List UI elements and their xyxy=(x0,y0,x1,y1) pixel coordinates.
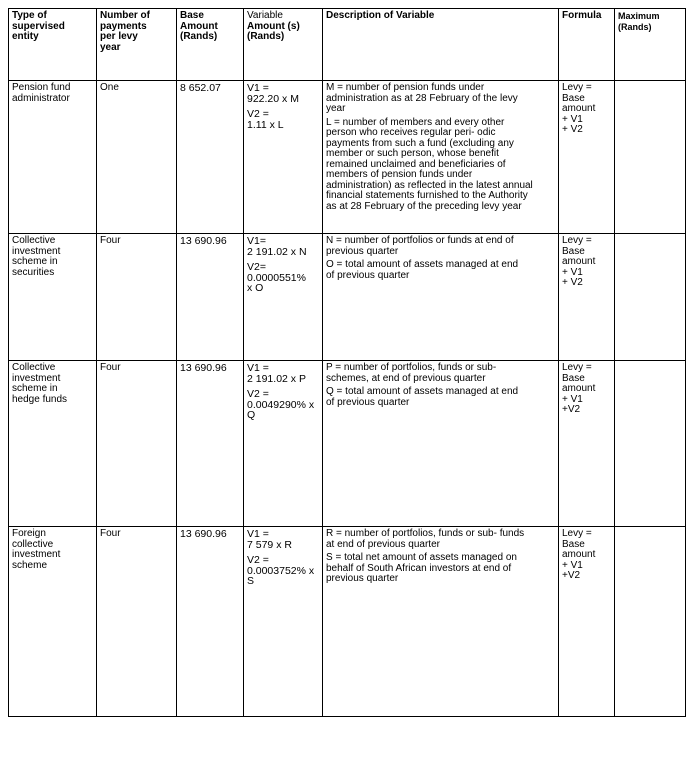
formula-line: + V1 xyxy=(562,113,583,125)
description-line: remained unclaimed and beneficiaries of xyxy=(326,158,506,170)
header-type-line: entity xyxy=(12,31,39,42)
description-line: person who receives regular peri- odic xyxy=(326,127,496,138)
variable-line: 2 191.02 x P xyxy=(247,372,306,385)
formula-line: + V2 xyxy=(562,277,583,288)
formula-line: Base xyxy=(562,92,585,104)
formula-line: Levy = xyxy=(562,235,592,246)
entity-line: hedge funds xyxy=(12,393,68,405)
base-cell xyxy=(177,527,244,717)
variable-line: x O xyxy=(247,282,264,294)
table-row xyxy=(9,361,686,527)
formula-line: Base xyxy=(562,538,585,550)
header-description-line: Description of Variable xyxy=(326,10,435,21)
variable-line: S xyxy=(247,575,255,587)
description-line: previous quarter xyxy=(326,245,399,257)
entity-line: investment xyxy=(12,549,61,560)
formula-cell xyxy=(559,234,615,361)
payments-value: Four xyxy=(100,528,121,539)
formula-line: Base xyxy=(562,245,585,257)
header-maximum-line: (Rands) xyxy=(618,21,652,32)
header-variable-line: Amount (s) xyxy=(247,20,300,32)
formula-cell xyxy=(559,527,615,717)
maximum-cell xyxy=(615,361,686,527)
variable-cell xyxy=(244,361,323,527)
header-payments-line: Number of xyxy=(100,10,150,21)
entity-line: Collective xyxy=(12,362,56,373)
payments-cell xyxy=(97,527,177,717)
description-line: member or such person, whose benefit xyxy=(326,148,499,159)
formula-line: + V1 xyxy=(562,559,583,571)
header-type xyxy=(9,9,97,81)
payments-cell xyxy=(97,234,177,361)
description-line: administration as at 28 February of the levy xyxy=(326,92,518,104)
entity-line: scheme xyxy=(12,559,48,571)
header-type-line: supervised xyxy=(12,20,65,32)
header-variable xyxy=(244,9,323,81)
formula-line: Base xyxy=(562,372,585,384)
entity-line: scheme in xyxy=(12,256,58,267)
header-base-line: Amount xyxy=(180,20,218,32)
maximum-cell xyxy=(615,234,686,361)
header-variable-line: Variable xyxy=(247,10,283,21)
header-variable-line: (Rands) xyxy=(247,31,285,42)
header-maximum-line: Maximum xyxy=(618,11,660,21)
description-line: N = number of portfolios or funds at end of xyxy=(326,235,514,246)
description-line: L = number of members and every other xyxy=(326,116,505,128)
header-payments-line: payments xyxy=(100,20,147,32)
entity-line: investment xyxy=(12,245,61,257)
description-line: R = number of portfolios, funds or sub- funds xyxy=(326,528,525,539)
payments-value: One xyxy=(100,82,119,93)
entity-cell xyxy=(9,81,97,234)
entity-cell xyxy=(9,527,97,717)
variable-line: V1 = xyxy=(247,528,269,540)
entity-line: Foreign xyxy=(12,528,46,539)
description-line: Q = total amount of assets managed at end xyxy=(326,386,519,397)
formula-line: amount xyxy=(562,103,596,114)
payments-value: Four xyxy=(100,362,121,373)
maximum-cell xyxy=(615,527,686,717)
header-base xyxy=(177,9,244,81)
entity-line: Collective xyxy=(12,235,56,246)
formula-line: + V2 xyxy=(562,124,583,135)
description-cell xyxy=(323,234,559,361)
header-base-line: (Rands) xyxy=(180,31,218,42)
formula-line: amount xyxy=(562,256,596,267)
base-value: 13 690.96 xyxy=(180,362,227,374)
payments-cell xyxy=(97,81,177,234)
entity-line: administrator xyxy=(12,92,70,104)
maximum-cell xyxy=(615,81,686,234)
description-line: O = total amount of assets managed at end xyxy=(326,259,519,270)
formula-line: Levy = xyxy=(562,82,592,93)
entity-line: collective xyxy=(12,538,54,550)
variable-line: 2 191.02 x N xyxy=(247,245,307,258)
header-maximum xyxy=(615,9,686,81)
variable-cell xyxy=(244,81,323,234)
table-row xyxy=(9,81,686,234)
variable-line: 922.20 x M xyxy=(247,92,299,105)
description-paragraph xyxy=(326,553,555,585)
description-line: at end of previous quarter xyxy=(326,538,440,550)
entity-line: investment xyxy=(12,372,61,384)
variable-line: 0.0000551% xyxy=(247,271,306,284)
header-row xyxy=(9,9,686,81)
description-line: members of pension funds under xyxy=(326,169,473,180)
description-line: previous quarter xyxy=(326,573,399,584)
entity-line: Pension fund xyxy=(12,82,71,93)
variable-line: V2= xyxy=(247,261,266,273)
payments-cell xyxy=(97,361,177,527)
variable-line: 7 579 x R xyxy=(247,538,292,551)
description-paragraph xyxy=(326,118,555,213)
variable-line: V2 = xyxy=(247,554,269,566)
description-cell xyxy=(323,81,559,234)
description-line: financial statements furnished to the Authority xyxy=(326,190,528,201)
base-value: 8 652.07 xyxy=(180,82,221,94)
description-line: schemes, at end of previous quarter xyxy=(326,372,486,384)
variable-cell xyxy=(244,527,323,717)
formula-line: +V2 xyxy=(562,570,581,581)
header-formula-line: Formula xyxy=(562,10,602,21)
levy-table xyxy=(8,8,686,717)
description-line: as at 28 February of the preceding levy year xyxy=(326,200,522,212)
base-cell xyxy=(177,234,244,361)
description-paragraph xyxy=(326,387,555,408)
formula-line: +V2 xyxy=(562,404,581,415)
description-paragraph xyxy=(326,529,555,550)
description-paragraph xyxy=(326,236,555,257)
header-formula xyxy=(559,9,615,81)
base-cell xyxy=(177,81,244,234)
header-description xyxy=(323,9,559,81)
variable-line: V1 = xyxy=(247,362,269,374)
description-line: S = total net amount of assets managed on xyxy=(326,552,517,563)
variable-line: V2 = xyxy=(247,108,269,120)
description-paragraph xyxy=(326,83,555,115)
formula-cell xyxy=(559,361,615,527)
description-paragraph xyxy=(326,363,555,384)
base-value: 13 690.96 xyxy=(180,235,227,247)
header-payments-line: year xyxy=(100,41,121,53)
header-payments-line: per levy xyxy=(100,31,138,42)
variable-line: Q xyxy=(247,409,256,421)
header-type-line: Type of xyxy=(12,10,47,21)
variable-line: 1.11 x L xyxy=(247,118,284,131)
formula-line: + V1 xyxy=(562,393,583,405)
table-row xyxy=(9,234,686,361)
header-payments xyxy=(97,9,177,81)
variable-line: 0.0003752% x xyxy=(247,564,315,577)
variable-line: V2 = xyxy=(247,388,269,400)
formula-line: amount xyxy=(562,549,596,560)
formula-cell xyxy=(559,81,615,234)
entity-line: scheme in xyxy=(12,383,58,394)
formula-line: + V1 xyxy=(562,266,583,278)
description-line: payments from such a fund (excluding any xyxy=(326,137,514,149)
description-line: administration) as reflected in the latest annual xyxy=(326,179,533,191)
description-line: behalf of South African investors at end of xyxy=(326,562,512,574)
description-line: M = number of pension funds under xyxy=(326,82,485,93)
header-base-line: Base xyxy=(180,10,204,21)
description-line: of previous quarter xyxy=(326,269,410,281)
variable-line: V1 = xyxy=(247,82,269,94)
entity-cell xyxy=(9,234,97,361)
entity-cell xyxy=(9,361,97,527)
base-cell xyxy=(177,361,244,527)
description-cell xyxy=(323,361,559,527)
payments-value: Four xyxy=(100,235,121,246)
description-line: P = number of portfolios, funds or sub- xyxy=(326,362,497,373)
variable-line: 0.0049290% x xyxy=(247,398,315,411)
description-paragraph xyxy=(326,260,555,281)
description-cell xyxy=(323,527,559,717)
table-row xyxy=(9,527,686,717)
formula-line: Levy = xyxy=(562,362,592,373)
variable-cell xyxy=(244,234,323,361)
base-value: 13 690.96 xyxy=(180,528,227,540)
description-line: year xyxy=(326,103,346,114)
formula-line: Levy = xyxy=(562,528,592,539)
description-line: of previous quarter xyxy=(326,396,410,408)
formula-line: amount xyxy=(562,383,596,394)
entity-line: securities xyxy=(12,266,55,278)
variable-line: V1= xyxy=(247,235,266,247)
